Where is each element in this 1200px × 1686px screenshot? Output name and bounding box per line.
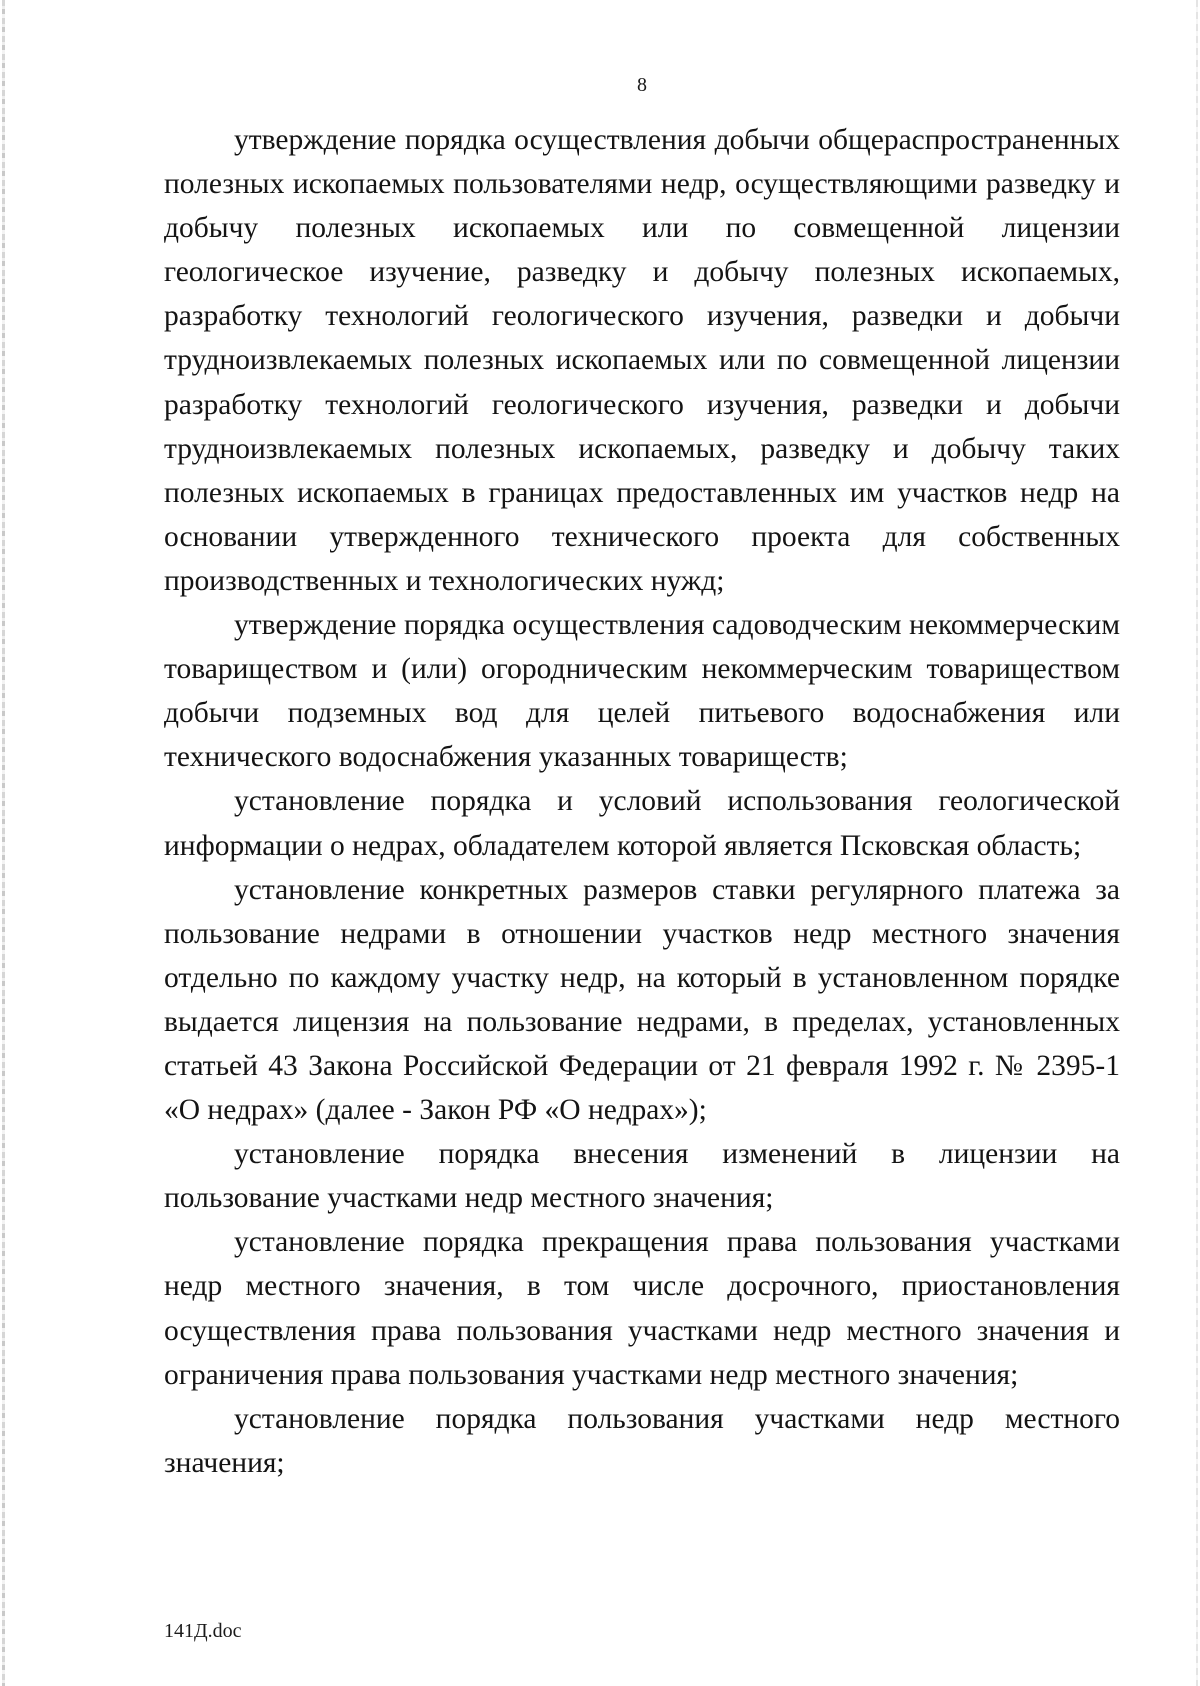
paragraph-geological-information: установление порядка и условий использования геологической информации о недрах, обладателем которой является Псковская область; [164, 785, 1120, 862]
paragraph-license-amendments: установление порядка внесения изменений в лицензии на пользование участками недр местного значения; [164, 1138, 1120, 1215]
page-number: 8 [637, 74, 647, 96]
paragraph-extraction-procedure: утверждение порядка осуществления добычи общераспространенных полезных ископаемых пользователями недр, осуществляющими разведку и добычу полезных ископаемых или по совмещенной лицензии геологическое изучение, разведку и добычу полезных ископаемых, разработку технологий геологического изучения, разведки и добычи трудноизвлекаемых полезных ископаемых или по совмещенной лицензии разработку технологий геологического изучения, разведки и добычи трудноизвлекаемых полезных ископаемых, разведку и добычу таких полезных ископаемых в границах предоставленных им участков недр на основании утвержденного технического проекта для собственных производственных и технологических нужд; [164, 124, 1120, 597]
document-body [164, 118, 1120, 1485]
scan-edge-right [1196, 0, 1198, 1686]
scan-edge-left [2, 0, 5, 1686]
paragraph-groundwater-extraction: утверждение порядка осуществления садоводческим некоммерческим товариществом и (или) огородническим некоммерческим товариществом добычи подземных вод для целей питьевого водоснабжения или технического водоснабжения указанных товариществ; [164, 609, 1120, 774]
paragraph-usage-procedure: установление порядка пользования участками недр местного значения; [164, 1402, 1120, 1479]
paragraph-termination-procedure: установление порядка прекращения права пользования участками недр местного значения, в том числе досрочного, приостановления осуществления права пользования участками недр местного значения и ограничения права пользования участками недр местного значения; [164, 1226, 1120, 1391]
footer-file-reference: 141Д.doc [164, 1620, 242, 1642]
paragraph-payment-rates: установление конкретных размеров ставки регулярного платежа за пользование недрами в отношении участков недр местного значения отдельно по каждому участку недр, на который в установленном порядке выдается лицензия на пользование недрами, в пределах, установленных статьей 43 Закона Российской Федерации от 21 февраля 1992 г. № 2395-1 «О недрах» (далее - Закон РФ «О недрах»); [164, 873, 1120, 1127]
